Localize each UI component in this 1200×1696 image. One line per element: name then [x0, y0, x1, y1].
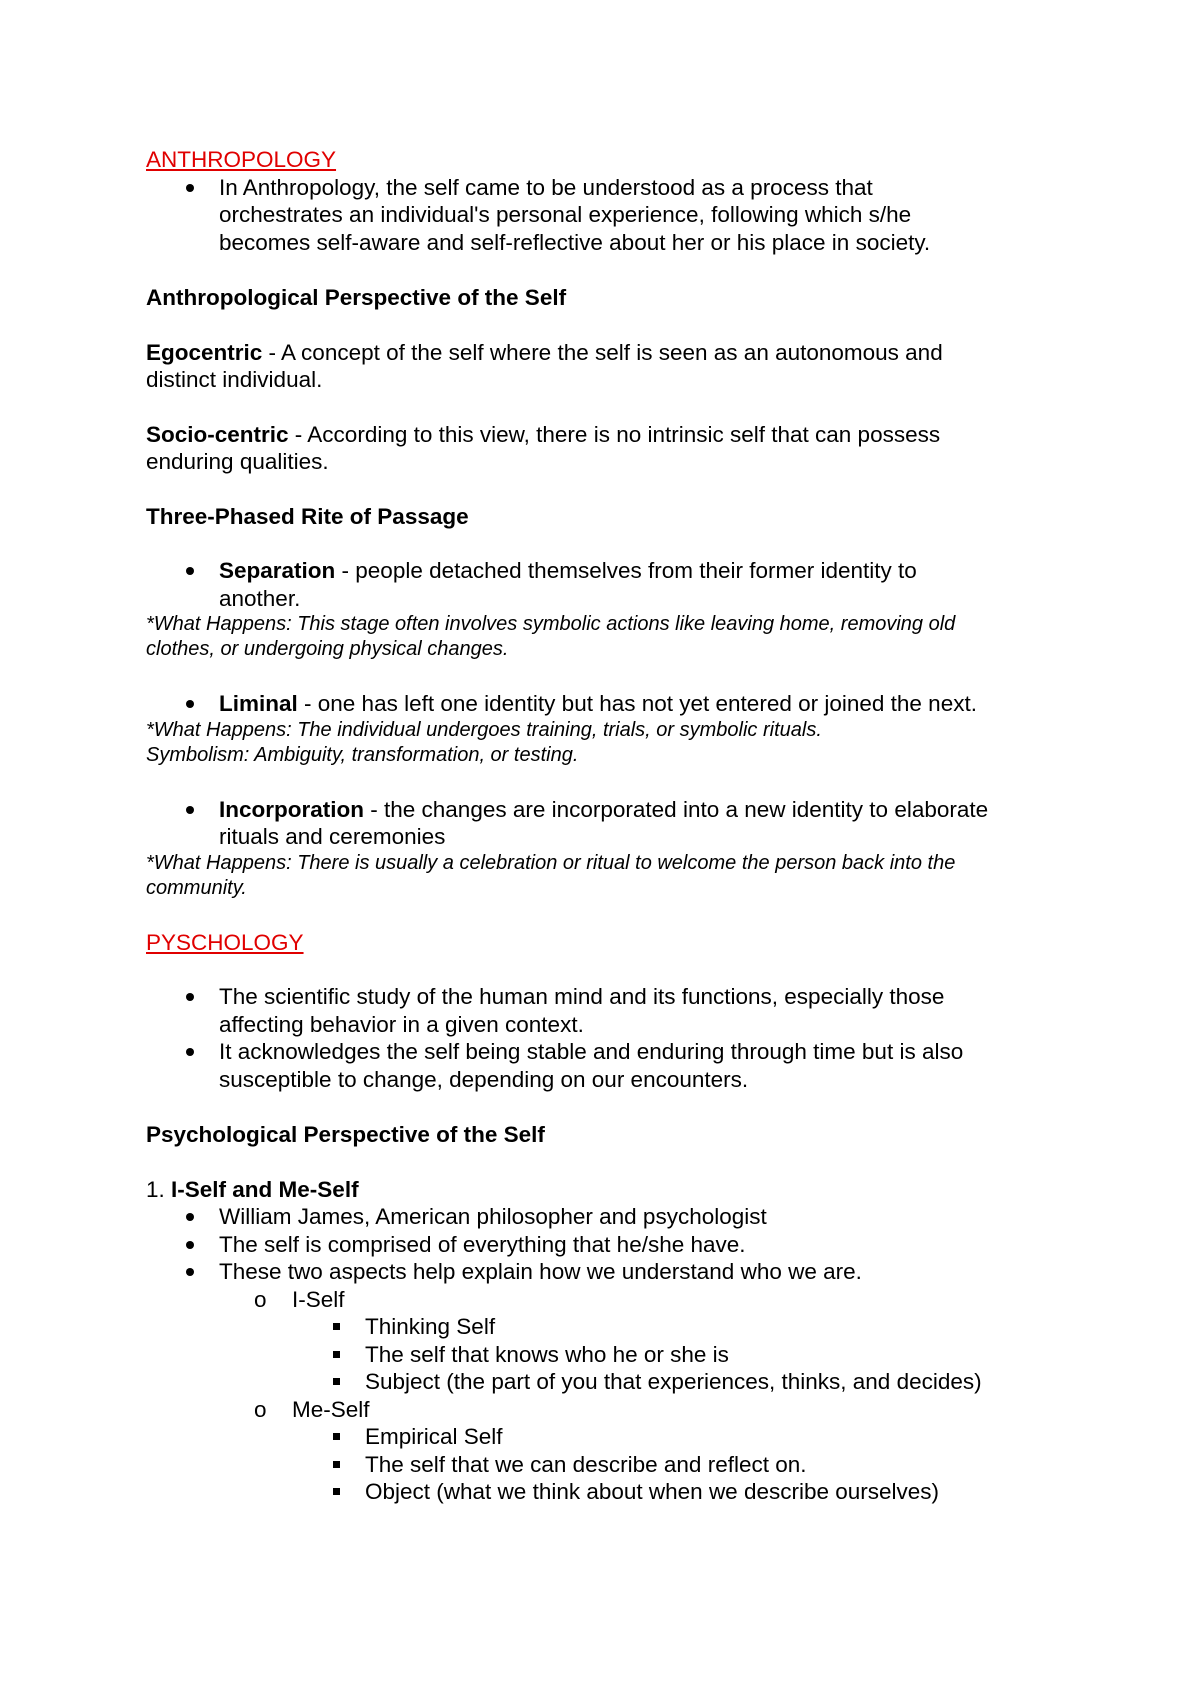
psychology-bullet-line: It acknowledges the self being stable and enduring through time but is also — [219, 1039, 964, 1064]
intro-line: orchestrates an individual's personal experience, following which s/he — [219, 202, 912, 227]
egocentric-definition — [146, 339, 1066, 394]
liminal-note — [146, 718, 1066, 768]
liminal-term: Liminal — [219, 691, 298, 716]
anthropological-perspective-heading: Anthropological Perspective of the Self — [146, 285, 567, 310]
psychology-heading: PYSCHOLOGY — [146, 929, 304, 955]
separation-item — [146, 557, 1066, 612]
anthropology-heading: ANTHROPOLOGY — [146, 147, 337, 172]
iself-point: The self that knows who he or she is — [146, 1341, 1066, 1369]
psychological-perspective-heading: Psychological Perspective of the Self — [146, 1122, 545, 1147]
anthropology-intro-bullet — [146, 174, 1066, 257]
sociocentric-term: Socio-centric — [146, 421, 289, 447]
item1-bullet: William James, American philosopher and psychologist — [146, 1203, 1066, 1231]
item1-heading — [146, 1176, 1066, 1204]
sociocentric-text-cont: enduring qualities. — [146, 449, 329, 474]
psychology-bullet-line: susceptible to change, depending on our encounters. — [219, 1066, 749, 1092]
psychology-intro-list — [146, 983, 1066, 1093]
meself-point: The self that we can describe and reflect on. — [146, 1451, 1066, 1479]
psychology-bullet-line: affecting behavior in a given context. — [219, 1011, 584, 1037]
incorporation-term: Incorporation — [219, 796, 364, 822]
meself-point: Object (what we think about when we describe ourselves) — [146, 1478, 1066, 1506]
iself-label: I-Self — [292, 1286, 345, 1312]
separation-note — [146, 612, 1066, 662]
liminal-note-line: Symbolism: Ambiguity, transformation, or testing. — [146, 743, 579, 766]
separation-text: - people detached themselves from their former identity to — [335, 558, 917, 583]
iself-point: Subject (the part of you that experiences, thinks, and decides) — [146, 1368, 1066, 1396]
incorporation-text: - the changes are incorporated into a new identity to elaborate — [364, 796, 989, 822]
document-page — [146, 146, 1066, 1506]
incorporation-list — [146, 796, 1066, 851]
liminal-note-line: *What Happens: The individual undergoes training, trials, or symbolic rituals. — [146, 718, 822, 741]
incorporation-note — [146, 851, 1066, 901]
incorporation-note-line: *What Happens: There is usually a celebration or ritual to welcome the person back into the — [146, 851, 956, 874]
liminal-item — [146, 690, 1066, 718]
sociocentric-definition — [146, 421, 1066, 476]
anthropology-intro-list — [146, 174, 1066, 257]
meself-label: Me-Self — [292, 1396, 370, 1422]
separation-note-line: clothes, or undergoing physical changes. — [146, 638, 509, 660]
iself-point: Thinking Self — [146, 1313, 1066, 1341]
liminal-list — [146, 690, 1066, 718]
psychology-bullet-line: The scientific study of the human mind and its functions, especially those — [219, 984, 945, 1009]
separation-list — [146, 557, 1066, 612]
meself-subitem — [146, 1396, 1066, 1424]
liminal-text: - one has left one identity but has not yet entered or joined the next. — [297, 691, 977, 716]
item1-bullet: The self is comprised of everything that he/she have. — [146, 1231, 1066, 1259]
incorporation-note-line: community. — [146, 876, 247, 899]
item1-bullet: These two aspects help explain how we understand who we are. — [146, 1258, 1066, 1286]
psychology-bullet — [146, 1038, 1066, 1093]
egocentric-text: - A concept of the self where the self is seen as an autonomous and — [262, 339, 943, 365]
psychology-bullet — [146, 983, 1066, 1038]
egocentric-text-cont: distinct individual. — [146, 367, 323, 392]
separation-text-cont: another. — [219, 585, 301, 611]
separation-note-line: *What Happens: This stage often involves symbolic actions like leaving home, removing old — [146, 613, 956, 635]
incorporation-text-cont: rituals and ceremonies — [219, 824, 446, 849]
rite-of-passage-heading: Three-Phased Rite of Passage — [146, 503, 469, 529]
sub-bullet-marker: o — [254, 1286, 267, 1312]
item1-number: 1. — [146, 1176, 172, 1202]
separation-term: Separation — [219, 558, 336, 583]
sociocentric-text: - According to this view, there is no intrinsic self that can possess — [288, 421, 941, 447]
egocentric-term: Egocentric — [146, 339, 263, 365]
intro-line: becomes self-aware and self-reflective about her or his place in society. — [219, 229, 931, 255]
sub-bullet-marker: o — [254, 1396, 267, 1422]
iself-subitem — [146, 1286, 1066, 1314]
item1-title: I-Self and Me-Self — [171, 1176, 359, 1202]
intro-line: In Anthropology, the self came to be understood as a process that — [219, 174, 873, 200]
item1-bullets — [146, 1203, 1066, 1286]
meself-point: Empirical Self — [146, 1423, 1066, 1451]
incorporation-item — [146, 796, 1066, 851]
